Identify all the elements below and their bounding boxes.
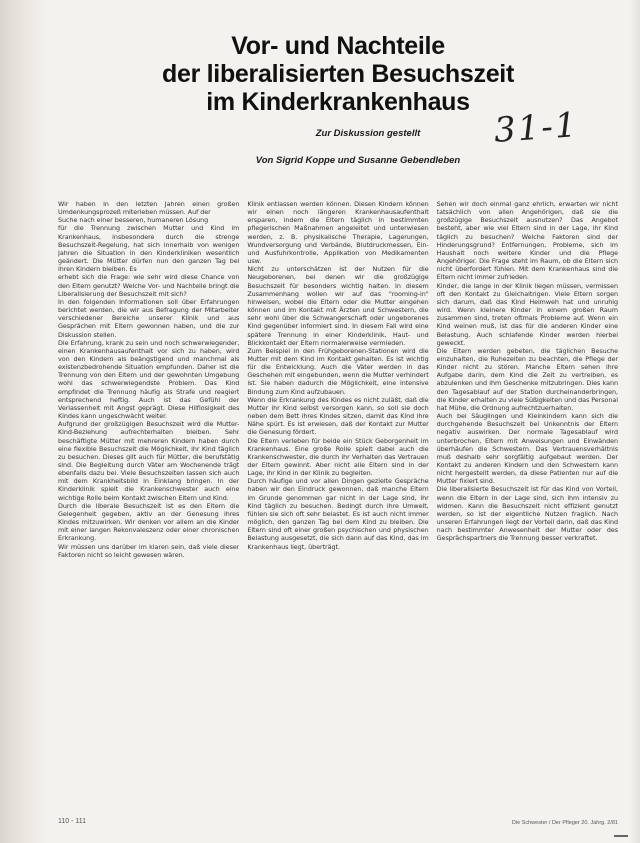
text-column-left (58, 200, 239, 812)
article-subtitle: Zur Diskussion gestellt (315, 128, 421, 139)
text-column-right (437, 200, 618, 812)
paragraph: Die Eltern werden gebeten, die täglichen Besuche einzuhalten, die Ruhezeiten zu beachten, die Pflege der Kinder nicht zu stören. Manche Eltern sehen ihre Aufgabe darin, dem Kind die Zeit zu vertreiben, es abzulenken und ihm Geschenke mitzubringen. Dies kann den Tagesablauf auf der Station durcheinanderbringen, die Kinder erhalten zu viele Süßigkeiten und das Personal hat Mühe, die Ordnung aufrechtzuerhalten. (436, 346, 618, 412)
paragraph: Zum Beispiel in den Frühgeborenen-Stationen wird die Mutter mit dem Kind im Kontakt gehalten. Es ist wichtig für die Entwicklung. Auch die Väter werden in das Geschehen mit eingebunden, wenn die Mutter verhindert ist. Sie haben dadurch die Möglichkeit, eine intensive Bindung zum Kind aufzubauen. (247, 346, 429, 396)
paragraph: In den folgenden Informationen soll über Erfahrungen berichtet werden, die wir aus Befragung der Mitarbeiter verschiedener Bereiche unserer Klinik und aus Gesprächen mit Eltern gewonnen haben, und die zur Diskussion stellen. (58, 297, 240, 339)
text-column-middle (247, 200, 428, 812)
article-body (58, 200, 618, 812)
paragraph: Durch häufige und vor allen Dingen gezielte Gespräche haben wir den Eindruck gewonnen, daß manche Eltern im Grunde genommen gar nicht in der Lage sind, ihr Kind täglich zu besuchen. Bedingt durch ihre Umwelt, fühlen sie sich oft sehr belastet. Es ist auch nicht immer möglich, den ganzen Tag bei dem Kind zu bleiben. Die Eltern sind oft einer großen psychischen und physischen Belastung ausgesetzt, die sich dann auf das Kind, das im Krankenhaus liegt, überträgt. (247, 477, 429, 551)
article-header (58, 32, 618, 192)
paragraph: Wenn die Erkrankung des Kindes es nicht zuläßt, daß die Mutter ihr Kind selbst versorgen kann, so soll sie doch neben dem Bett ihres Kindes sitzen, damit das Kind ihre Nähe spürt. Es ist erwiesen, daß der Kontakt zur Mutter die Genesung fördert. (247, 395, 429, 437)
paragraph: Kinder, die lange in der Klinik liegen müssen, vermissen oft den Kontakt zu Gleichaltrigen. Viele Eltern sorgen sich darum, daß das Kind Heimweh hat und unruhig wird. Wenn kleinere Kinder in einem großen Raum zusammen sind, treten oftmals Probleme auf. Wenn ein Kind weinen muß, ist das für die anderen Kinder eine Belastung. Auch schlafende Kinder werden hierbei geweckt. (436, 281, 618, 347)
title-line: Vor- und Nachteile (231, 32, 445, 60)
handwritten-annotation: 31-1 (492, 105, 580, 151)
paragraph: Wir haben in den letzten Jahren einen großen Umdenkungsprozeß miterleben müssen. Auf der (58, 200, 240, 217)
article-title (58, 32, 618, 116)
paragraph: Suche nach einer besseren, humaneren Lösung (58, 216, 209, 225)
journal-reference: Die Schwester / Der Pfleger 20. Jahrg. 2/81 (511, 820, 618, 826)
corner-mark (614, 835, 628, 837)
scan-shadow-left (0, 0, 46, 843)
page-footer (58, 818, 618, 830)
paragraph: Klinik entlassen werden können. Diesen Kindern können wir einen noch längeren Krankenhausaufenthalt ersparen, indem die Eltern täglich in bestimmten pflegerischen Maßnahmen angeleitet und unterwiesen werden, z. B. physikalische Therapie, Lagerungen, Wundversorgung und Verbände, Blutdruckmessen, Ein- und Ausfuhrkontrolle, Applikation von Medikamenten usw. (247, 200, 429, 266)
paragraph: Die liberalisierte Besuchszeit ist für das Kind von Vorteil, wenn die Eltern in der Lage sind, sich ihm intensiv zu widmen. Kann die Besuchszeit nicht effizient genutzt werden, so ist der eigentliche Nutzen fraglich. Nach unseren Erfahrungen liegt der Vorteil darin, daß das Kind nach bestimmter Anwesenheit der Mutter oder des Gesprächspartners die Trennung besser verkraftet. (436, 485, 618, 543)
paragraph: Durch die liberale Besuchszeit ist es den Eltern die Gelegenheit gegeben, aktiv an der Genesung ihres Kindes mitzuwirken. Wir denken vor allem an die Kinder mit einer langen Rekonvaleszenz oder einer chronischen Erkrankung. (58, 501, 240, 543)
page-number: 110 - 111 (58, 818, 87, 825)
paragraph: erhebt sich die Frage: wie sehr wird diese Chance von den Eltern genutzt? Welche Vor- und Nachteile bringt die Liberalisierung der Besuchszeit mit sich? (58, 273, 240, 298)
paragraph: Die Eltern verleben für beide ein Stück Geborgenheit im Krankenhaus. Eine große Rolle spielt dabei auch die Krankenschwester, die durch ihr Verhalten das Vertrauen der Eltern gewinnt. Aber nicht alle Eltern sind in der Lage, ihr Kind in der Klinik zu begleiten. (247, 436, 429, 478)
paragraph: Nicht zu unterschätzen ist der Nutzen für die Neugeborenen, bei denen wir die großzügige Besuchszeit für besonders wichtig halten. In diesem Zusammenhang wollen wir auf das "rooming-in" hinweisen, wobei die Eltern oder die Mutter eingehen können und im Kontakt mit Ärzten und Schwestern, die sehr wohl über die Schwangerschaft oder ungeborenes Kind gegenüber informiert sind. In diesem Fall wird eine spätere Trennung in einer Kinderklinik, Haut- und Blickkontakt der Eltern normalerweise vermieden. (247, 265, 429, 347)
title-line: im Kinderkrankenhaus (206, 88, 470, 116)
title-line: der liberalisierten Besuchszeit (162, 60, 514, 88)
paragraph: Die Erfahrung, krank zu sein und noch schwerwiegender, einen Krankenhausaufenthalt vor sich zu haben, wird von den Kindern als beängstigend und manchmal als existenzbedrohende Situation empfunden. Daher ist die Trennung von den Eltern und der gewohnten Umgebung wohl das schwerwiegendste Problem. Das Kind empfindet die Trennung häufig als Strafe und reagiert entsprechend heftig. Auch ist das Gefühl der Verlassenheit mit Angst geprägt. Diese Hilflosigkeit des Kindes kann ungeschwächt weiter. (58, 338, 240, 421)
paragraph: Sehen wir doch einmal ganz ehrlich, erwarten wir nicht tatsächlich von allen Angehörigen, daß sie die großzügige Besuchszeit ausnutzen? Das Angebot besteht, aber wie viel Eltern sind in der Lage, ihr Kind täglich zu besuchen? Welche Faktoren sind der Hinderungsgrund? Entfernungen, Probleme, sich im Haushalt noch weitere Kinder und die Pflege Angehöriger. Die Frage steht im Raum, ob die Eltern sich nicht überfordert fühlen. Mit dem Krankenhaus sind die Eltern nicht immer zufrieden. (436, 200, 618, 282)
article-page (58, 32, 618, 832)
scan-shadow-right (630, 0, 640, 843)
paragraph: Aufgrund der großzügigen Besuchszeit wird die Mutter-Kind-Beziehung aufrechterhalten bleiben. Sehr beschäftigte Mütter mit mehreren Kindern haben durch eine flexible Besuchszeit die Möglichkeit, ihr Kind täglich zu besuchen. Dieses gilt auch für Mütter, die berufstätig sind. Die Begleitung durch Väter am Wochenende trägt ebenfalls dazu bei. Viele Besuchszeiten lassen sich auch mit dem Krankheitsbild in Einklang bringen. In der Kinderklinik spielt die Krankenschwester auch eine wichtige Rolle beim Kontakt zwischen Eltern und Kind. (58, 420, 240, 502)
paragraph: für die Trennung zwischen Mutter und Kind im Krankenhaus, insbesondere durch die strenge Besuchszeit-Regelung, hat sich innerhalb von wenigen Jahren die Situation in den Kinderkliniken wesentlich geändert. Die Mütter dürfen nun den ganzen Tag bei ihren Kindern bleiben. Es (58, 224, 240, 274)
paragraph: Wir müssen uns darüber im klaren sein, daß viele dieser Faktoren nicht so leicht gewesen wären. (58, 542, 240, 559)
article-authors: Von Sigrid Koppe und Susanne Gebendleben (255, 155, 461, 166)
paragraph: Auch bei Säuglingen und Kleinkindern kann sich die durchgehende Besuchszeit bei Unkenntnis der Eltern negativ auswirken. Der normale Tagesablauf wird unterbrochen, Eltern mit Anweisungen und Einwänden überhäufen die Schwestern. Das Vertrauensverhältnis muß deshalb sehr sorgfältig aufgebaut werden. Der Kontakt zu anderen Kindern und den Schwestern kann nicht hergestellt werden, da diese Patienten nur auf die Mutter fixiert sind. (436, 412, 618, 486)
